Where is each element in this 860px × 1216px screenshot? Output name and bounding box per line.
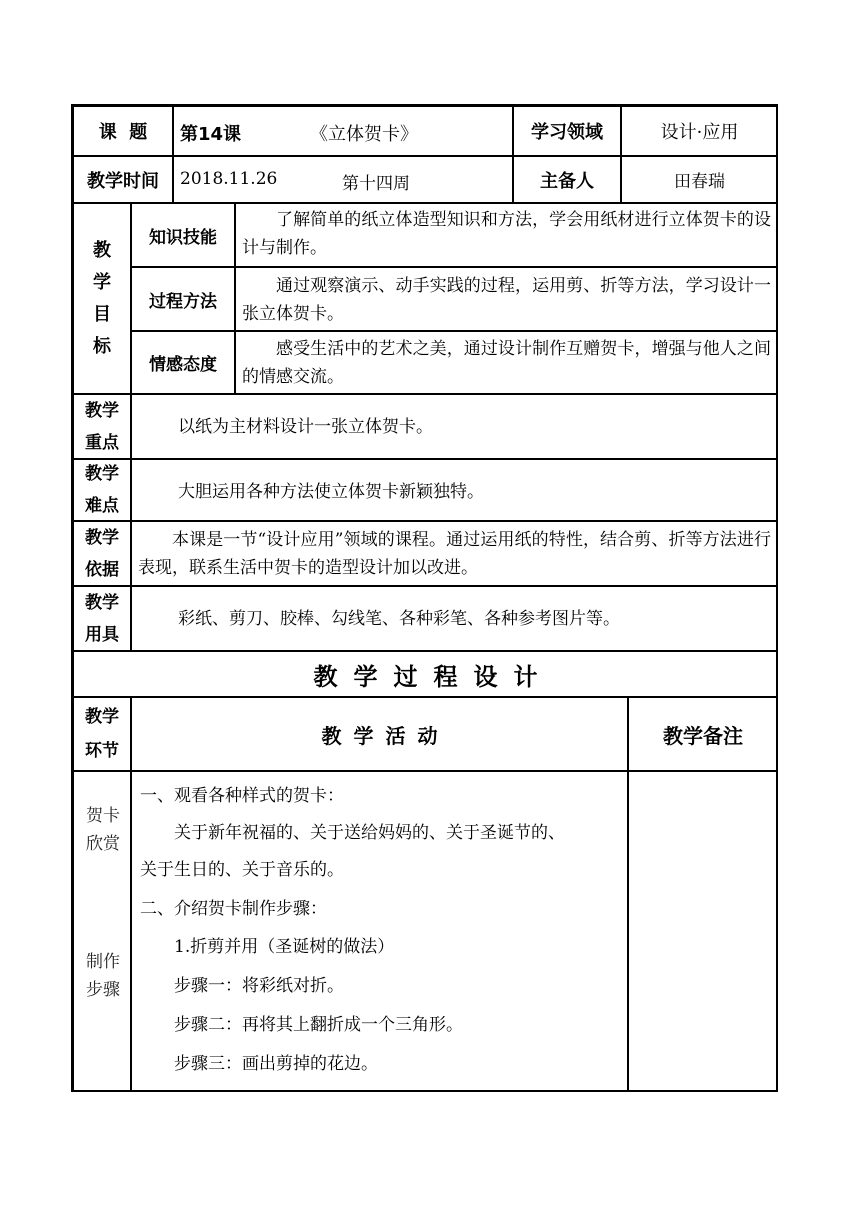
notes-cell: [628, 771, 778, 1092]
notes-header: 教学备注: [663, 723, 743, 748]
time-label-cell: [73, 156, 173, 203]
tools-label-line: 用具: [85, 624, 119, 645]
focus-label-cell: [73, 394, 131, 459]
basis-text: 本课是一节“设计应用”领域的课程。通过运用纸的特性，结合剪、折等方法进行表现，联系生活中贺卡的造型设计加以改进。: [138, 530, 771, 578]
focus-text: 以纸为主材料设计一张立体贺卡。: [178, 417, 433, 437]
preparer-label-cell: [513, 156, 621, 203]
goal-text-knowledge: 了解简单的纸立体造型知识和方法，学会用纸材进行立体贺卡的设计与制作。: [242, 210, 771, 258]
activity-line: 二、介绍贺卡制作步骤：: [140, 899, 327, 919]
difficulty-label-cell: [73, 459, 131, 521]
lesson-date: 2018.11.26: [180, 169, 278, 189]
difficulty-text: 大胆运用各种方法使立体贺卡新颖独特。: [178, 482, 484, 502]
stage-label: [74, 948, 132, 1004]
domain-label: 学习领域: [531, 122, 603, 143]
goal-name-process: 过程方法: [149, 291, 217, 312]
lesson-title: 《立体贺卡》: [310, 124, 418, 145]
stage-header-line: 教学: [85, 707, 119, 727]
stage-header-line: 环节: [85, 741, 119, 761]
basis-text-cell: [131, 521, 778, 586]
tools-label-line: 教学: [85, 592, 119, 613]
tools-label-cell: [73, 586, 131, 651]
activity-line: 步骤二：再将其上翻折成一个三角形。: [174, 1015, 463, 1035]
goal-text-emotion: 感受生活中的艺术之美，通过设计制作互赠贺卡，增强与他人之间的情感交流。: [242, 339, 771, 387]
tools-text-cell: [131, 586, 778, 651]
process-title: 教学过程设计: [313, 662, 554, 691]
activity-header: 教学活动: [321, 723, 450, 748]
preparer-label: 主备人: [540, 170, 594, 192]
stage-appreciate-line: 贺卡: [86, 806, 120, 826]
stage-steps-line: 制作: [86, 952, 120, 972]
activity-line: 关于新年祝福的、关于送给妈妈的、关于圣诞节的、: [174, 823, 565, 843]
goals-label-char: 标: [93, 335, 111, 357]
goal-name-cell: [131, 331, 235, 394]
preparer-value: 田春瑞: [674, 172, 725, 192]
focus-label-line: 重点: [85, 432, 119, 453]
activity-line: 步骤一：将彩纸对折。: [174, 976, 344, 996]
goal-name-knowledge: 知识技能: [149, 227, 217, 248]
activity-line: 1.折剪并用（圣诞树的做法）: [174, 937, 395, 957]
difficulty-label-line: 难点: [85, 496, 119, 516]
stage-cell: [73, 771, 131, 1092]
goals-label-char: 目: [93, 303, 111, 325]
domain-value: 设计·应用: [660, 122, 739, 143]
preparer-value-cell: [621, 156, 778, 203]
goals-label-cell: [73, 203, 131, 394]
activity-cell: [131, 771, 628, 1092]
lesson-week: 第十四周: [342, 174, 410, 194]
activity-line: 步骤三：画出剪掉的花边。: [174, 1054, 378, 1074]
stage-appreciate-line: 欣赏: [86, 834, 120, 854]
stage-label: [74, 802, 132, 858]
lesson-plan-table: [71, 104, 778, 1092]
time-value-cell: [173, 156, 513, 203]
stage-steps-line: 步骤: [86, 980, 120, 1000]
focus-label-line: 教学: [85, 400, 119, 421]
lesson-title-cell: [173, 106, 513, 156]
goal-name-cell: [131, 203, 235, 267]
goals-label-char: 学: [93, 271, 111, 293]
lesson-label: 课 题: [98, 122, 148, 143]
activity-line: 关于生日的、关于音乐的。: [140, 860, 344, 880]
time-label: 教学时间: [87, 170, 159, 192]
goals-label-char: 教: [93, 239, 111, 261]
basis-label-cell: [73, 521, 131, 586]
goal-name-cell: [131, 267, 235, 331]
basis-label-line: 依据: [85, 559, 119, 580]
lesson-number: 第14课: [180, 124, 242, 145]
difficulty-label-line: 教学: [85, 464, 119, 484]
activity-line: 一、观看各种样式的贺卡：: [140, 786, 344, 806]
goal-text-cell: [235, 203, 778, 267]
activity-header-cell: [131, 697, 628, 771]
lesson-label-cell: [73, 106, 173, 156]
basis-label-line: 教学: [85, 527, 119, 548]
focus-text-cell: [131, 394, 778, 459]
domain-label-cell: [513, 106, 621, 156]
domain-value-cell: [621, 106, 778, 156]
stage-header-cell: [73, 697, 131, 771]
tools-text: 彩纸、剪刀、胶棒、勾线笔、各种彩笔、各种参考图片等。: [178, 609, 620, 629]
notes-header-cell: [628, 697, 778, 771]
goal-text-process: 通过观察演示、动手实践的过程，运用剪、折等方法，学习设计一张立体贺卡。: [242, 276, 771, 324]
goal-text-cell: [235, 267, 778, 331]
goal-name-emotion: 情感态度: [149, 355, 217, 375]
goal-text-cell: [235, 331, 778, 394]
process-title-cell: [73, 651, 778, 697]
difficulty-text-cell: [131, 459, 778, 521]
